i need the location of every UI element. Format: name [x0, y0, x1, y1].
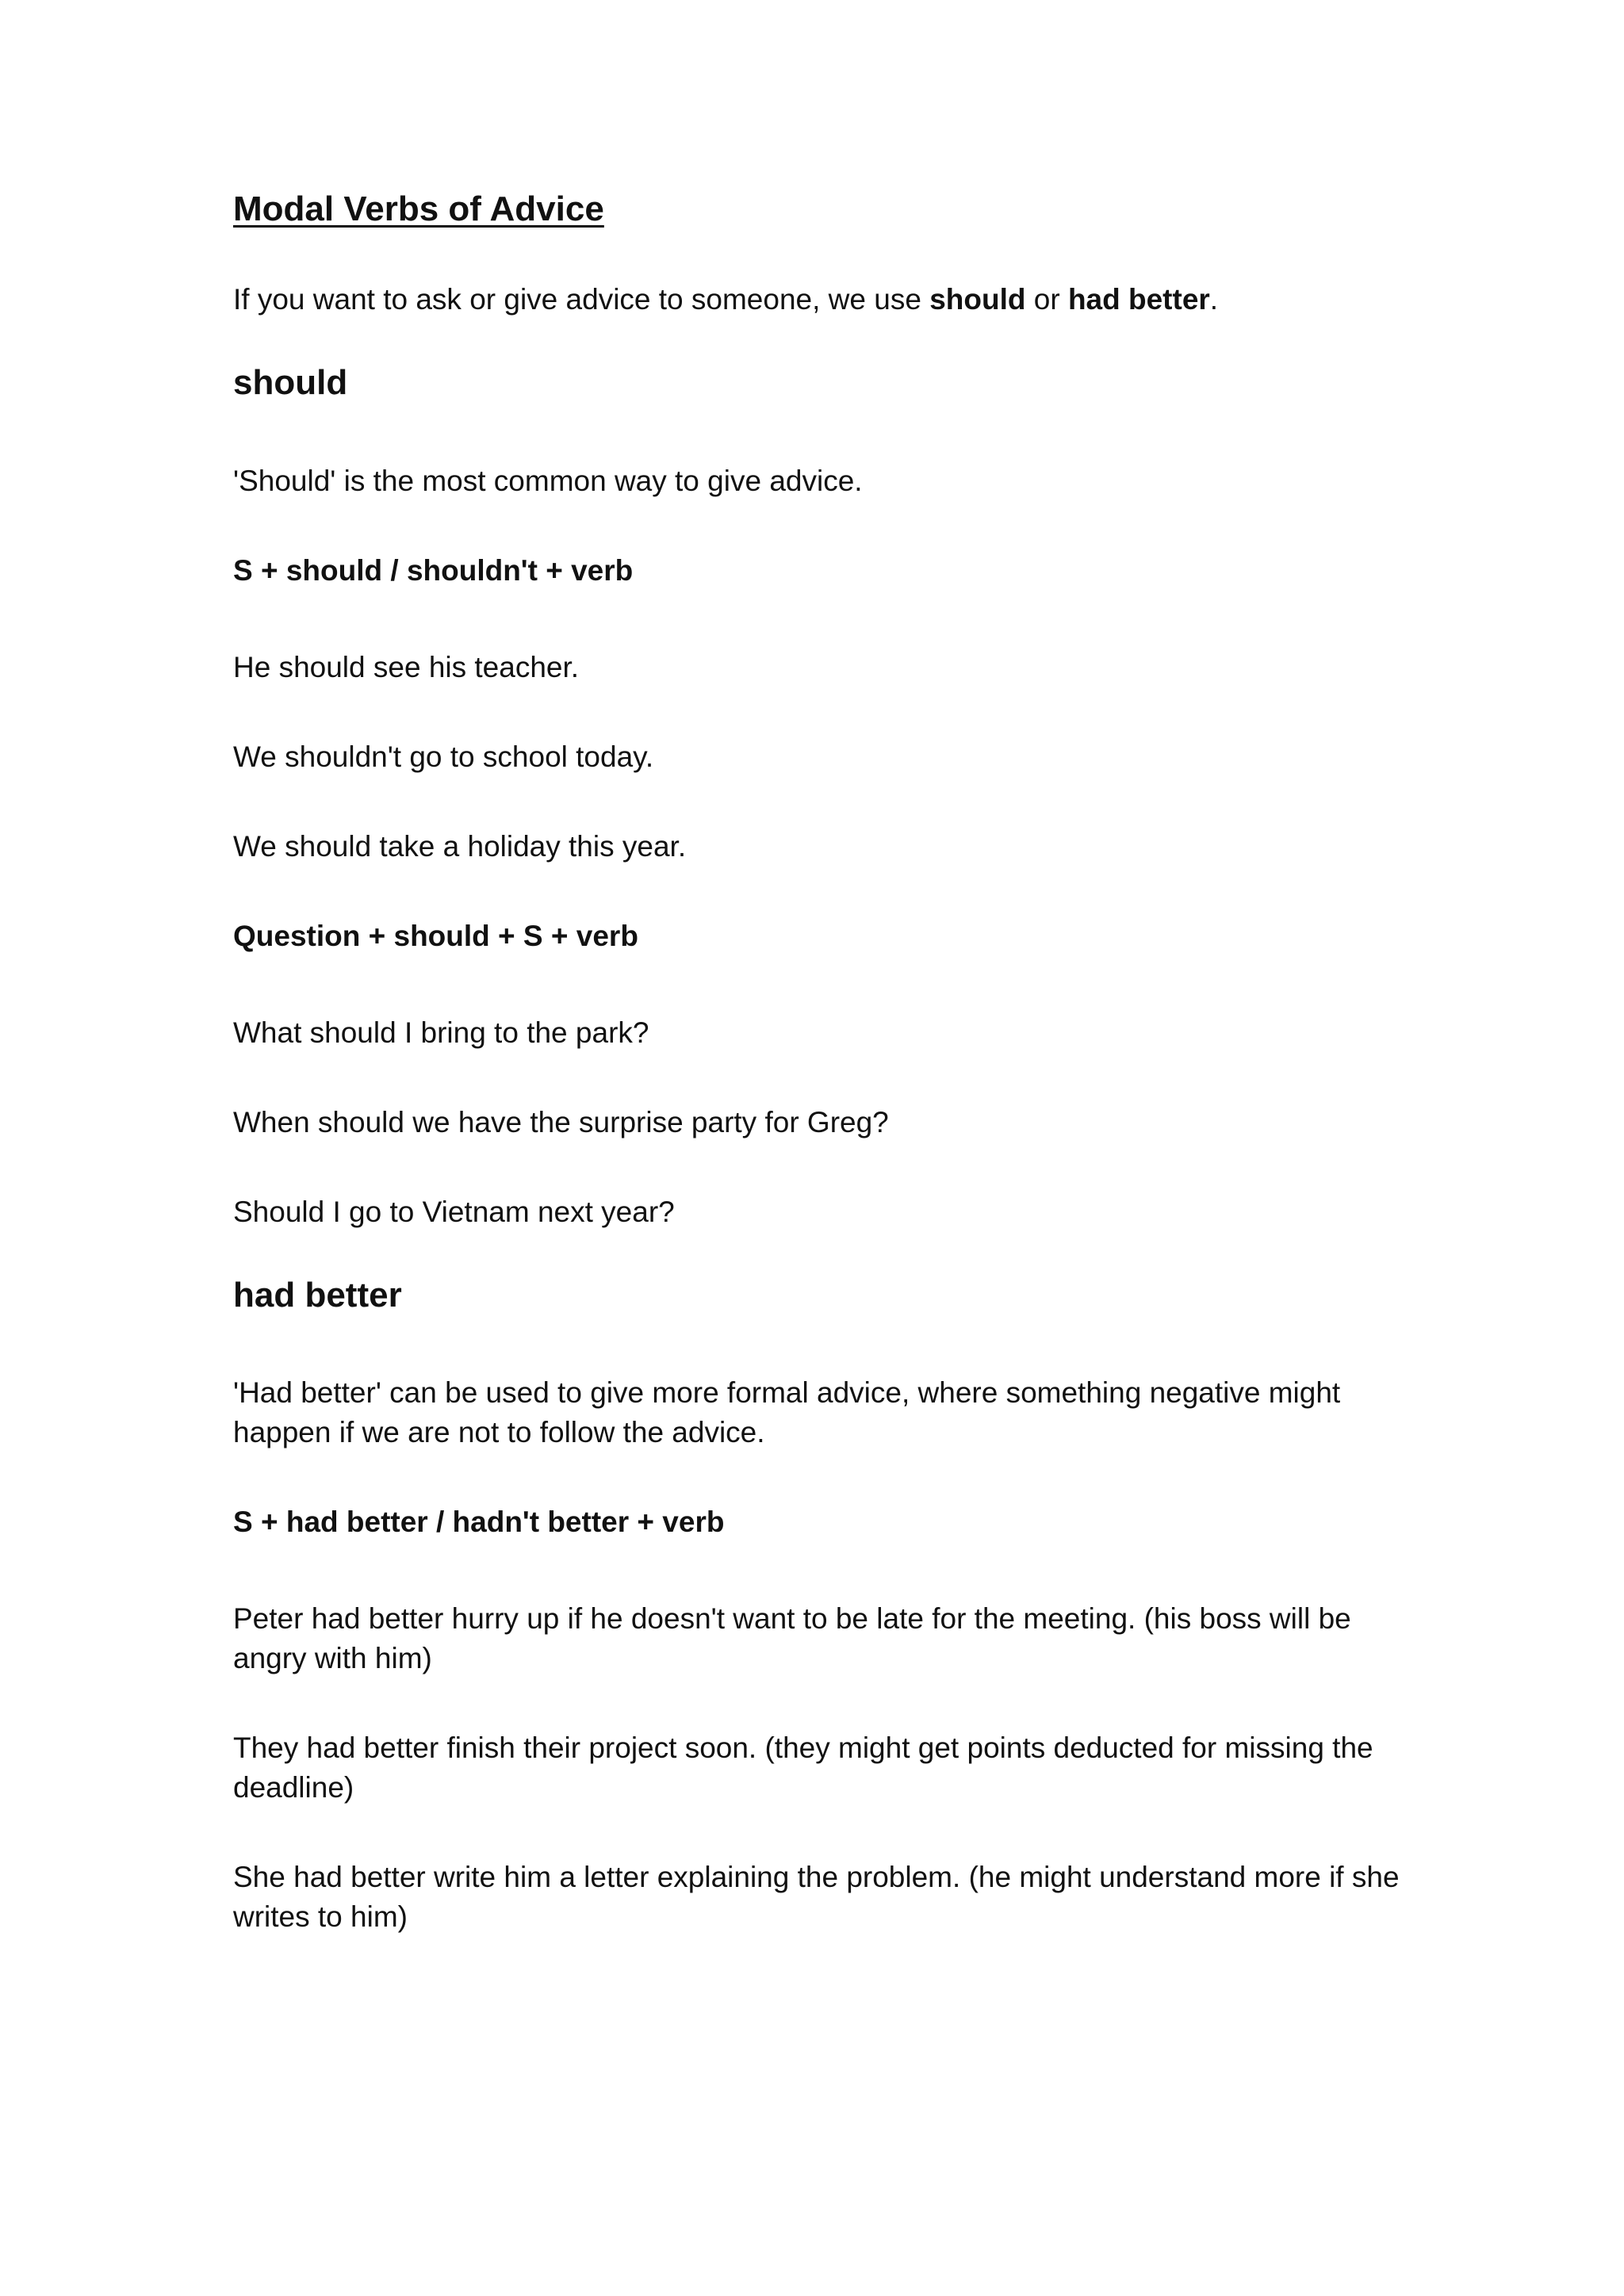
should-statement-formula: S + should / shouldn't + verb — [233, 553, 634, 587]
intro-suffix: . — [1209, 282, 1219, 316]
intro-prefix: If you want to ask or give advice to someone, we use — [233, 282, 930, 316]
had-better-description: 'Had better' can be used to give more formal advice, where something negative might happen if we are not to follow the advice. — [233, 1376, 1341, 1449]
should-question-example-3: Should I go to Vietnam next year? — [233, 1195, 675, 1228]
had-better-example-3: She had better write him a letter explaining the problem. (he might understand more if she writes to him) — [233, 1861, 1400, 1934]
should-example-3: We should take a holiday this year. — [233, 829, 687, 863]
should-heading: should — [233, 362, 348, 402]
intro-middle: or — [1025, 282, 1068, 316]
should-question-example-2: When should we have the surprise party for Greg? — [233, 1105, 889, 1138]
should-question-formula: Question + should + S + verb — [233, 919, 638, 952]
should-example-2: We shouldn't go to school today. — [233, 740, 654, 773]
intro-term-had-better: had better — [1067, 282, 1210, 316]
had-better-heading: had better — [233, 1275, 402, 1314]
had-better-formula: S + had better / hadn't better + verb — [233, 1506, 725, 1539]
should-description: 'Should' is the most common way to give advice. — [233, 464, 863, 497]
intro-term-should: should — [929, 282, 1026, 316]
document-content — [233, 189, 1407, 1937]
document-title: Modal Verbs of Advice — [233, 189, 604, 228]
had-better-example-2: They had better finish their project soon. (they might get points deducted for missing the deadline) — [233, 1732, 1373, 1804]
should-example-1: He should see his teacher. — [233, 650, 580, 683]
had-better-example-1: Peter had better hurry up if he doesn't want to be late for the meeting. (his boss will be angry with him) — [233, 1602, 1351, 1675]
intro-paragraph — [233, 280, 1407, 320]
should-question-example-1: What should I bring to the park? — [233, 1016, 649, 1049]
